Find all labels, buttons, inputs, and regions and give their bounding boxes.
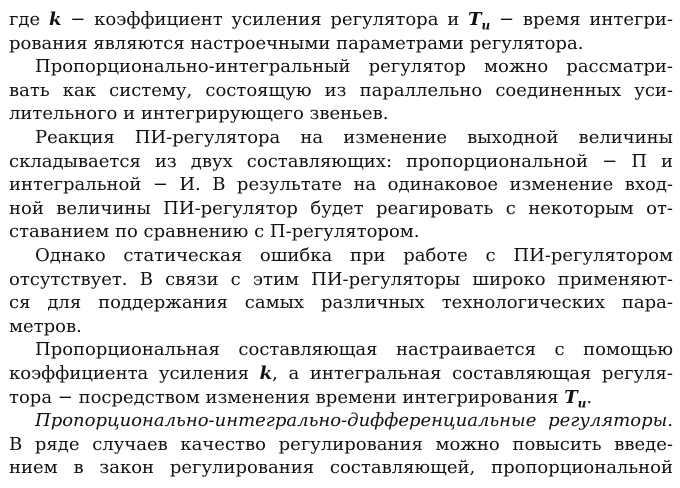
text-line-2: рования являются настроечными параметрами регулятора. — [9, 32, 584, 54]
text-line-20: нием в закон регулирования составляющей, пропорциональной — [9, 457, 673, 479]
text-line-16: коэффициента усиления k, а интегральная составляющая регуля- — [9, 362, 673, 384]
text-line-7: складывается из двух составляющих: пропорциональной − П и — [9, 150, 673, 172]
text-line-13: ся для поддержания самых различных технологических пара- — [9, 292, 673, 314]
text-line-18-italic-heading: Пропорционально-интегрально-дифференциальные регуляторы. — [35, 410, 673, 432]
text-line-4: вать как систему, состоящую из параллельно соединенных уси- — [9, 79, 673, 101]
text-line-17: тора − посредством изменения времени интегрирования $T_и$. — [9, 386, 593, 410]
text-line-1: где k − коэффициент усиления регулятора и $T_и$ − время интегри- — [9, 9, 673, 32]
text-line-14: метров. — [9, 315, 82, 337]
text-line-8: интегральной − И. В результате на одинаковое изменение вход- — [9, 174, 673, 196]
document-page — [9, 8, 673, 480]
text-line-15: Пропорциональная составляющая настраивается с помощью — [35, 339, 673, 361]
text-line-6: Реакция ПИ-регулятора на изменение выходной величины — [35, 126, 673, 148]
text-line-19: В ряде случаев качество регулирования можно повысить введе- — [9, 433, 673, 455]
text-line-9: ной величины ПИ-регулятор будет реагировать с некоторым от- — [9, 197, 673, 219]
text-line-5: лительного и интегрирующего звеньев. — [9, 103, 389, 125]
text-line-3: Пропорционально-интегральный регулятор можно рассматри- — [35, 56, 673, 78]
text-line-12: отсутствует. В связи с этим ПИ-регуляторы широко применяют- — [9, 268, 673, 290]
text-line-11: Однако статическая ошибка при работе с ПИ-регулятором — [35, 244, 673, 266]
text-line-10: ставанием по сравнению с П-регулятором. — [9, 221, 420, 243]
